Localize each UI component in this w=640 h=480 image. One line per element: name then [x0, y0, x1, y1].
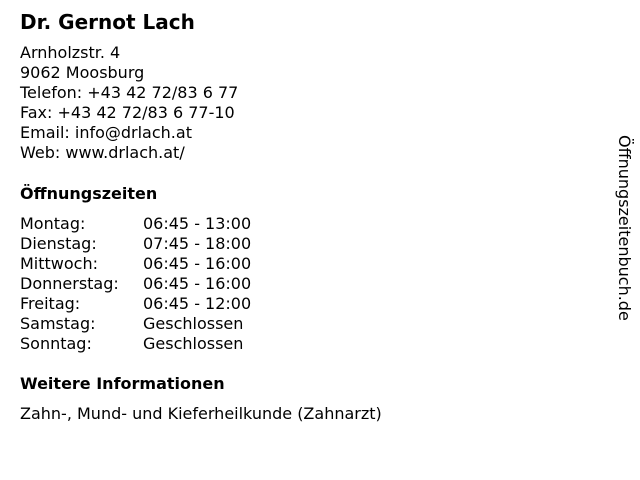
hours-time: 06:45 - 13:00	[143, 214, 252, 233]
hours-day: Montag:	[20, 214, 86, 233]
hours-day: Mittwoch:	[20, 254, 98, 273]
hours-time: 07:45 - 18:00	[143, 234, 252, 253]
further-info-heading: Weitere Informationen	[20, 374, 225, 393]
further-info-text: Zahn-, Mund- und Kieferheilkunde (Zahnarzt)	[20, 404, 382, 423]
hours-row	[20, 314, 320, 334]
hours-row	[20, 294, 320, 314]
business-name: Dr. Gernot Lach	[20, 10, 195, 34]
phone-line: Telefon: +43 42 72/83 6 77	[20, 83, 239, 102]
address-city: 9062 Moosburg	[20, 63, 145, 82]
hours-day: Freitag:	[20, 294, 81, 313]
fax-line: Fax: +43 42 72/83 6 77-10	[20, 103, 235, 122]
hours-row	[20, 234, 320, 254]
contact-block	[20, 43, 238, 163]
hours-row	[20, 274, 320, 294]
hours-time: Geschlossen	[143, 334, 244, 353]
hours-day: Dienstag:	[20, 234, 97, 253]
address-street: Arnholzstr. 4	[20, 43, 121, 62]
site-watermark-text: Öffnungszeitenbuch.de	[615, 135, 634, 321]
hours-time: Geschlossen	[143, 314, 244, 333]
hours-day: Sonntag:	[20, 334, 92, 353]
hours-time: 06:45 - 12:00	[143, 294, 252, 313]
hours-row	[20, 254, 320, 274]
hours-row	[20, 334, 320, 354]
hours-row	[20, 214, 320, 234]
email-line: Email: info@drlach.at	[20, 123, 192, 142]
opening-hours-heading: Öffnungszeiten	[20, 184, 158, 203]
hours-time: 06:45 - 16:00	[143, 274, 252, 293]
hours-day: Donnerstag:	[20, 274, 119, 293]
hours-time: 06:45 - 16:00	[143, 254, 252, 273]
opening-hours-table	[20, 214, 320, 354]
web-line: Web: www.drlach.at/	[20, 143, 185, 162]
hours-day: Samstag:	[20, 314, 96, 333]
site-watermark	[612, 135, 636, 365]
